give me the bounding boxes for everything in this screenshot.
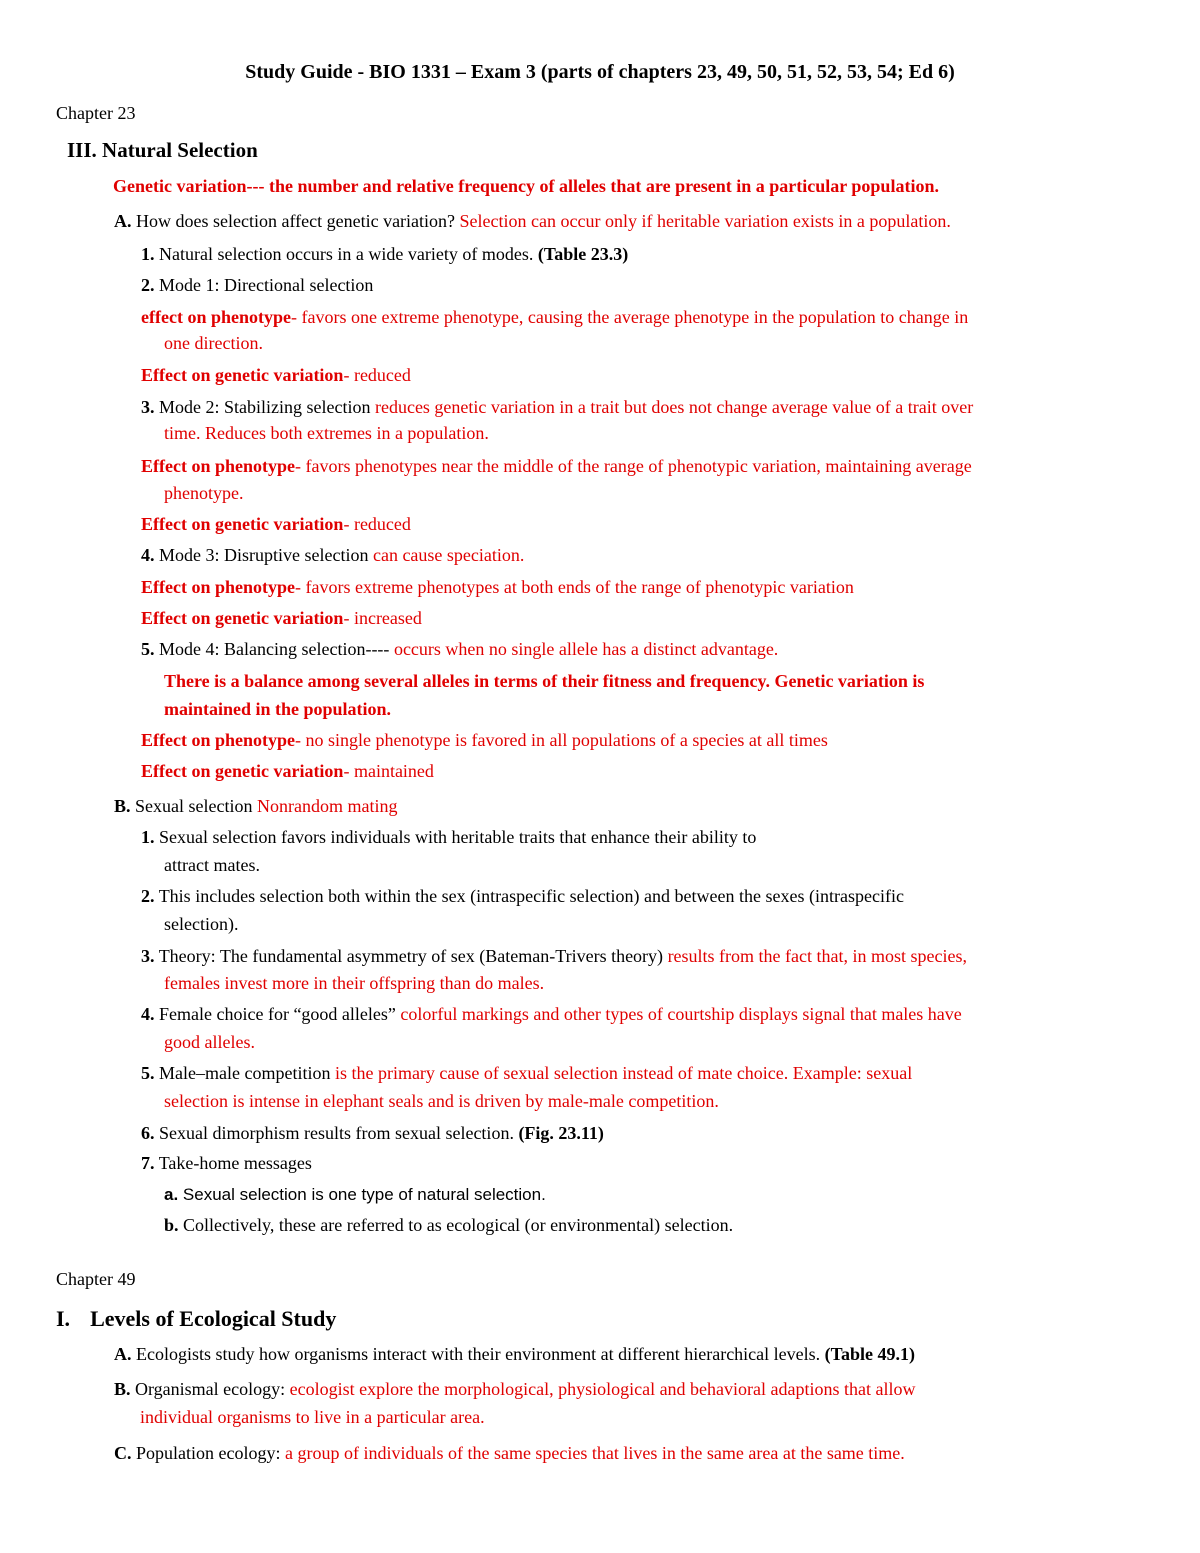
- directional-phenotype-effect: [141, 304, 968, 331]
- outline-item-a4: [141, 542, 524, 569]
- effect-text: - favors extreme phenotypes at both ends of the range of phenotypic variation: [295, 577, 854, 597]
- item-text: Male–male competition: [159, 1063, 331, 1083]
- table-reference: (Table 49.1): [824, 1344, 915, 1364]
- section-heading-levels-of-ecological-study: [56, 1305, 336, 1332]
- item-letter: B.: [114, 796, 131, 816]
- ch49-item-c: [114, 1440, 905, 1467]
- section-number: III.: [67, 138, 97, 162]
- item-text: Female choice for “good alleles”: [159, 1004, 396, 1024]
- item-text: Ecologists study how organisms interact with their environment at different hierarchical levels.: [136, 1344, 821, 1364]
- balancing-note-cont: maintained in the population.: [164, 699, 392, 719]
- item-text: Natural selection occurs in a wide variety of modes.: [159, 244, 534, 264]
- effect-text: - favors phenotypes near the middle of the range of phenotypic variation, maintaining average: [295, 456, 972, 476]
- item-text: Take-home messages: [158, 1153, 312, 1173]
- section-title: Natural Selection: [102, 138, 258, 162]
- table-reference: (Table 23.3): [537, 244, 629, 264]
- item-number: 5.: [141, 639, 155, 659]
- item-text: Mode 1: Directional selection: [159, 275, 374, 295]
- item-answer: colorful markings and other types of courtship displays signal that males have: [400, 1004, 962, 1024]
- item-number: 3.: [141, 946, 155, 966]
- stabilizing-genetic-effect: [141, 511, 411, 538]
- directional-genetic-effect: [141, 362, 411, 389]
- item-answer: results from the fact that, in most species,: [667, 946, 967, 966]
- outline-item-b4: [141, 1001, 962, 1028]
- effect-text: - increased: [343, 608, 422, 628]
- effect-text: - reduced: [343, 365, 411, 385]
- item-answer: can cause speciation.: [372, 545, 525, 565]
- outline-item-b1-cont: attract mates.: [164, 855, 260, 875]
- disruptive-genetic-effect: [141, 605, 422, 632]
- item-number: 1.: [141, 244, 155, 264]
- section-title: Levels of Ecological Study: [90, 1306, 337, 1331]
- effect-label: Effect on genetic variation: [141, 608, 344, 628]
- item-letter: A.: [114, 211, 132, 231]
- effect-label: Effect on phenotype: [141, 730, 295, 750]
- effect-text: - no single phenotype is favored in all populations of a species at all times: [295, 730, 828, 750]
- item-text: Theory: The fundamental asymmetry of sex (Bateman-Trivers theory): [158, 946, 664, 966]
- directional-phenotype-effect-cont: one direction.: [164, 333, 263, 353]
- disruptive-phenotype-effect: [141, 574, 854, 601]
- outline-item-a2: [141, 272, 373, 299]
- effect-text: - favors one extreme phenotype, causing the average phenotype in the population to change in: [290, 307, 969, 327]
- chapter-23-label: Chapter 23: [56, 103, 136, 123]
- item-text: Mode 2: Stabilizing selection: [159, 397, 371, 417]
- outline-item-b2: [141, 883, 904, 910]
- section-number: I.: [56, 1306, 71, 1331]
- ch49-item-b: [114, 1376, 916, 1403]
- outline-item-a3: [141, 394, 973, 421]
- outline-item-a1: [141, 241, 628, 268]
- section-heading-natural-selection: [67, 137, 258, 164]
- item-text: Organismal ecology:: [135, 1379, 286, 1399]
- item-number: 2.: [141, 275, 155, 295]
- figure-reference: (Fig. 23.11): [518, 1123, 604, 1143]
- outline-item-b7a: [164, 1181, 546, 1208]
- item-text: Sexual selection is one type of natural selection.: [182, 1185, 546, 1204]
- item-text: Population ecology:: [136, 1443, 281, 1463]
- item-answer: occurs when no single allele has a distinct advantage.: [393, 639, 779, 659]
- outline-item-b5: [141, 1060, 912, 1087]
- item-letter: A.: [114, 1344, 132, 1364]
- item-answer: reduces genetic variation in a trait but does not change average value of a trait over: [374, 397, 974, 417]
- outline-item-b3-cont: females invest more in their offspring than do males.: [164, 973, 545, 993]
- ch49-item-b-cont: individual organisms to live in a particular area.: [140, 1407, 485, 1427]
- item-text: Sexual dimorphism results from sexual selection.: [159, 1123, 514, 1143]
- ch49-item-a: [114, 1341, 915, 1368]
- item-answer: a group of individuals of the same species that lives in the same area at the same time.: [284, 1443, 905, 1463]
- balancing-phenotype-effect: [141, 727, 828, 754]
- item-text: How does selection affect genetic variation?: [136, 211, 456, 231]
- effect-text: - reduced: [343, 514, 411, 534]
- stabilizing-phenotype-effect-cont: phenotype.: [164, 483, 244, 503]
- effect-label: Effect on genetic variation: [141, 365, 344, 385]
- balancing-note: There is a balance among several alleles in terms of their fitness and frequency. Genetic variation is: [164, 671, 925, 691]
- item-number: 1.: [141, 827, 155, 847]
- stabilizing-phenotype-effect: [141, 453, 972, 480]
- item-number: 7.: [141, 1153, 155, 1173]
- item-text: Collectively, these are referred to as ecological (or environmental) selection.: [183, 1215, 734, 1235]
- item-number: 4.: [141, 1004, 155, 1024]
- outline-item-a: [114, 208, 951, 235]
- item-text: Mode 3: Disruptive selection: [159, 545, 369, 565]
- outline-item-b7b: [164, 1212, 733, 1239]
- item-number: 4.: [141, 545, 155, 565]
- item-letter: b.: [164, 1215, 179, 1235]
- effect-label: effect on phenotype: [141, 307, 291, 327]
- outline-item-b4-cont: good alleles.: [164, 1032, 255, 1052]
- item-letter: C.: [114, 1443, 132, 1463]
- item-letter: B.: [114, 1379, 131, 1399]
- item-number: 3.: [141, 397, 155, 417]
- item-letter: a.: [164, 1185, 179, 1204]
- item-number: 5.: [141, 1063, 155, 1083]
- document-title: Study Guide - BIO 1331 – Exam 3 (parts of chapters 23, 49, 50, 51, 52, 53, 54; Ed 6): [245, 61, 955, 83]
- effect-label: Effect on genetic variation: [141, 514, 344, 534]
- item-text: Sexual selection: [135, 796, 253, 816]
- outline-item-a5: [141, 636, 778, 663]
- outline-item-a3-cont: time. Reduces both extremes in a population.: [164, 423, 489, 443]
- effect-label: Effect on phenotype: [141, 456, 295, 476]
- effect-label: Effect on phenotype: [141, 577, 295, 597]
- outline-item-b1: [141, 824, 756, 851]
- item-text: Mode 4: Balancing selection----: [159, 639, 390, 659]
- item-answer: Selection can occur only if heritable variation exists in a population.: [459, 211, 951, 231]
- balancing-genetic-effect: [141, 758, 434, 785]
- outline-item-b6: [141, 1120, 604, 1147]
- item-answer: Nonrandom mating: [256, 796, 398, 816]
- item-answer: is the primary cause of sexual selection instead of mate choice. Example: sexual: [334, 1063, 913, 1083]
- outline-item-b5-cont: selection is intense in elephant seals and is driven by male-male competition.: [164, 1091, 719, 1111]
- item-number: 2.: [141, 886, 155, 906]
- item-text: Sexual selection favors individuals with heritable traits that enhance their ability to: [159, 827, 757, 847]
- item-answer: ecologist explore the morphological, physiological and behavioral adaptions that allow: [289, 1379, 916, 1399]
- item-text: This includes selection both within the sex (intraspecific selection) and between the sexes (intraspecific: [158, 886, 904, 906]
- item-number: 6.: [141, 1123, 155, 1143]
- outline-item-b: [114, 793, 397, 820]
- genetic-variation-definition: Genetic variation--- the number and relative frequency of alleles that are present in a particular population.: [113, 176, 939, 196]
- outline-item-b2-cont: selection).: [164, 914, 239, 934]
- outline-item-b3: [141, 943, 967, 970]
- outline-item-b7: [141, 1150, 312, 1177]
- effect-text: - maintained: [343, 761, 434, 781]
- effect-label: Effect on genetic variation: [141, 761, 344, 781]
- chapter-49-label: Chapter 49: [56, 1269, 136, 1289]
